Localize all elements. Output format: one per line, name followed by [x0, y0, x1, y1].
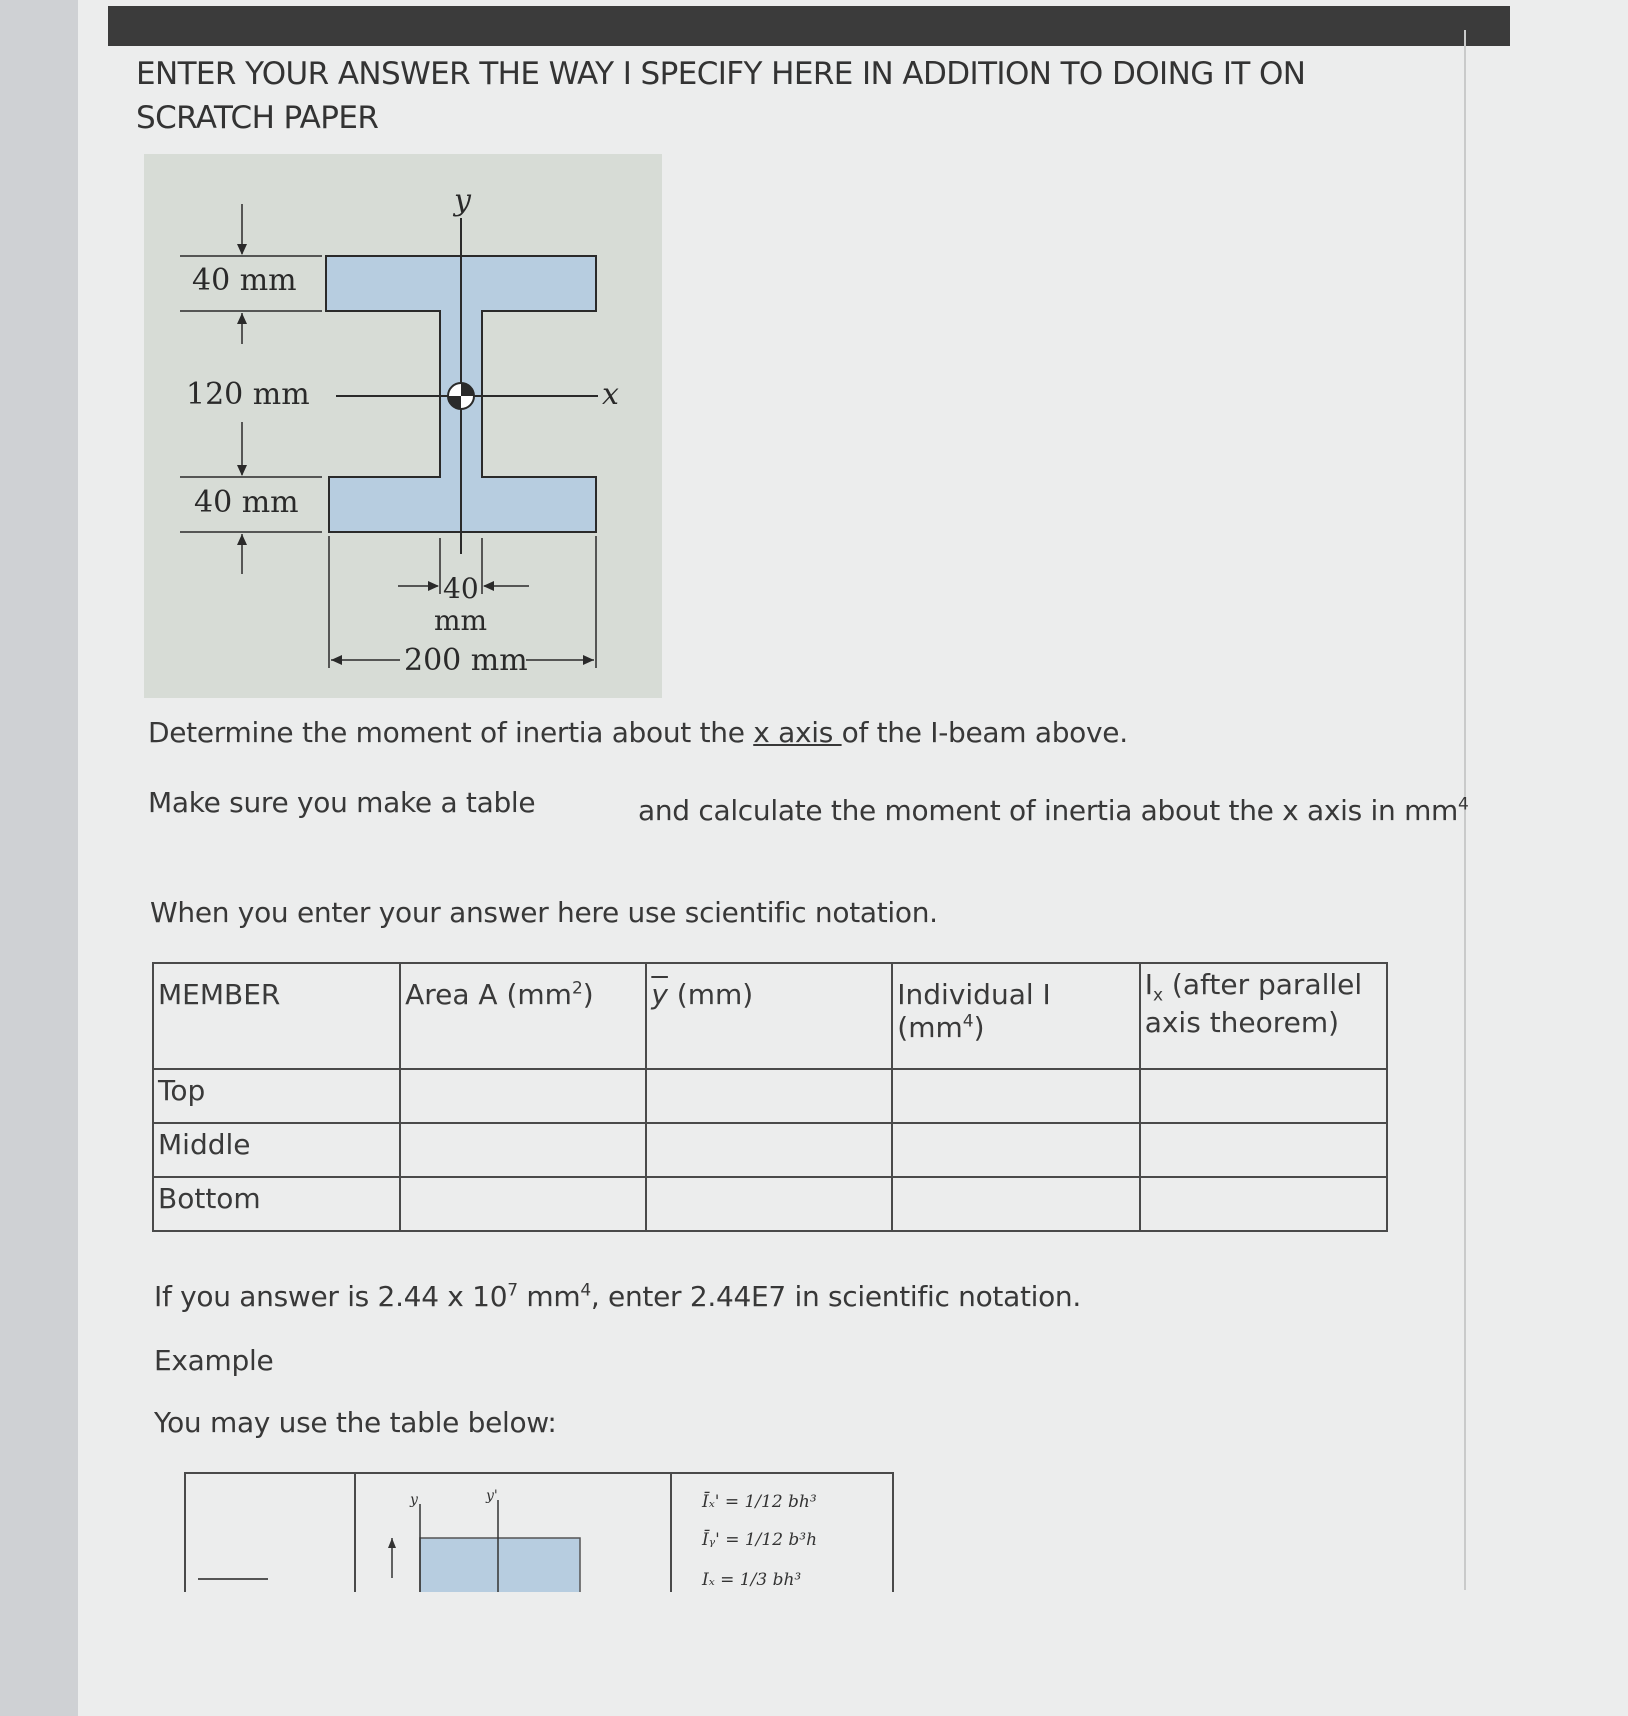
ibeam-figure	[144, 154, 662, 698]
dim-bottom-flange-label: 40 mm	[194, 485, 299, 520]
formula-ix-base: Iₓ = 1/3 bh³	[702, 1570, 802, 1590]
hint-line: If you answer is 2.44 x $10^7$ $mm^4$, enter 2.44E7 in scientific notation.	[154, 1280, 1081, 1313]
dim-web-width-value: 40	[443, 572, 479, 605]
cell-top-individual-i[interactable]	[892, 1069, 1139, 1123]
cell-top-area[interactable]	[400, 1069, 646, 1123]
cell-bottom-individual-i[interactable]	[892, 1177, 1139, 1231]
question-line-1-before: Determine the moment of inertia about the	[148, 716, 754, 749]
cell-bottom-ybar[interactable]	[646, 1177, 892, 1231]
rectangle-section-icon	[356, 1474, 670, 1592]
table-row	[153, 1069, 1387, 1123]
header-individual-i: Individual I $(mm^4)$	[892, 963, 1139, 1069]
dim-web-height-label: 120 mm	[186, 377, 310, 412]
question-line-1-emphasis: x axis	[753, 716, 842, 749]
reference-table	[184, 1472, 894, 1592]
header-member: MEMBER	[153, 963, 400, 1069]
table-row	[153, 1177, 1387, 1231]
x-axis-label: x	[602, 377, 619, 412]
cell-top-ix[interactable]	[1140, 1069, 1387, 1123]
svg-text:y': y'	[486, 1488, 498, 1504]
cell-middle-individual-i[interactable]	[892, 1123, 1139, 1177]
moment-of-inertia-table	[152, 962, 1388, 1232]
row-label-middle: Middle	[153, 1123, 400, 1177]
cell-middle-ybar[interactable]	[646, 1123, 892, 1177]
question-line-1	[148, 716, 1128, 749]
row-label-bottom: Bottom	[153, 1177, 400, 1231]
cell-bottom-ix[interactable]	[1140, 1177, 1387, 1231]
question-line-2-right-sup: 4	[1458, 794, 1469, 815]
formula-iy-centroid: Īᵧ' = 1/12 b³h	[702, 1530, 818, 1550]
question-header-bar	[108, 6, 1510, 46]
table-note: You may use the table below:	[154, 1406, 557, 1439]
question-line-2-left: Make sure you make a table	[148, 786, 536, 819]
left-gutter	[0, 0, 78, 1716]
header-area: Area A $(mm^2)$	[400, 963, 646, 1069]
question-line-2-right-text: and calculate the moment of inertia about the x axis in mm	[638, 794, 1459, 827]
dim-flange-width-label: 200 mm	[404, 643, 528, 678]
cell-top-ybar[interactable]	[646, 1069, 892, 1123]
cell-middle-area[interactable]	[400, 1123, 646, 1177]
table-header-row	[153, 963, 1387, 1069]
question-line-2-right	[638, 794, 1469, 827]
y-axis-label: y	[454, 183, 471, 218]
header-ybar: $\overline{y}$ (mm)	[646, 963, 892, 1069]
header-ix: $I_x$ (after parallel axis theorem)	[1140, 963, 1387, 1069]
reference-cell-figure	[356, 1474, 672, 1592]
question-heading: ENTER YOUR ANSWER THE WAY I SPECIFY HERE IN ADDITION TO DOING IT ON SCRATCH PAPER	[136, 56, 1306, 136]
table-row	[153, 1123, 1387, 1177]
reference-cell-formulas	[672, 1474, 892, 1592]
dim-top-flange-label: 40 mm	[192, 263, 297, 298]
ibeam-diagram	[144, 154, 662, 698]
row-label-top: Top	[153, 1069, 400, 1123]
cell-middle-ix[interactable]	[1140, 1123, 1387, 1177]
reference-cell-shape	[186, 1474, 356, 1592]
example-label: Example	[154, 1344, 274, 1377]
bottom-flange	[329, 477, 596, 532]
cell-bottom-area[interactable]	[400, 1177, 646, 1231]
formula-ix-centroid: Īₓ' = 1/12 bh³	[702, 1492, 817, 1512]
question-line-3: When you enter your answer here use scientific notation.	[150, 896, 938, 929]
svg-text:y: y	[410, 1492, 418, 1508]
dim-web-width-unit: mm	[434, 604, 488, 637]
question-line-1-after: of the I-beam above.	[841, 716, 1128, 749]
